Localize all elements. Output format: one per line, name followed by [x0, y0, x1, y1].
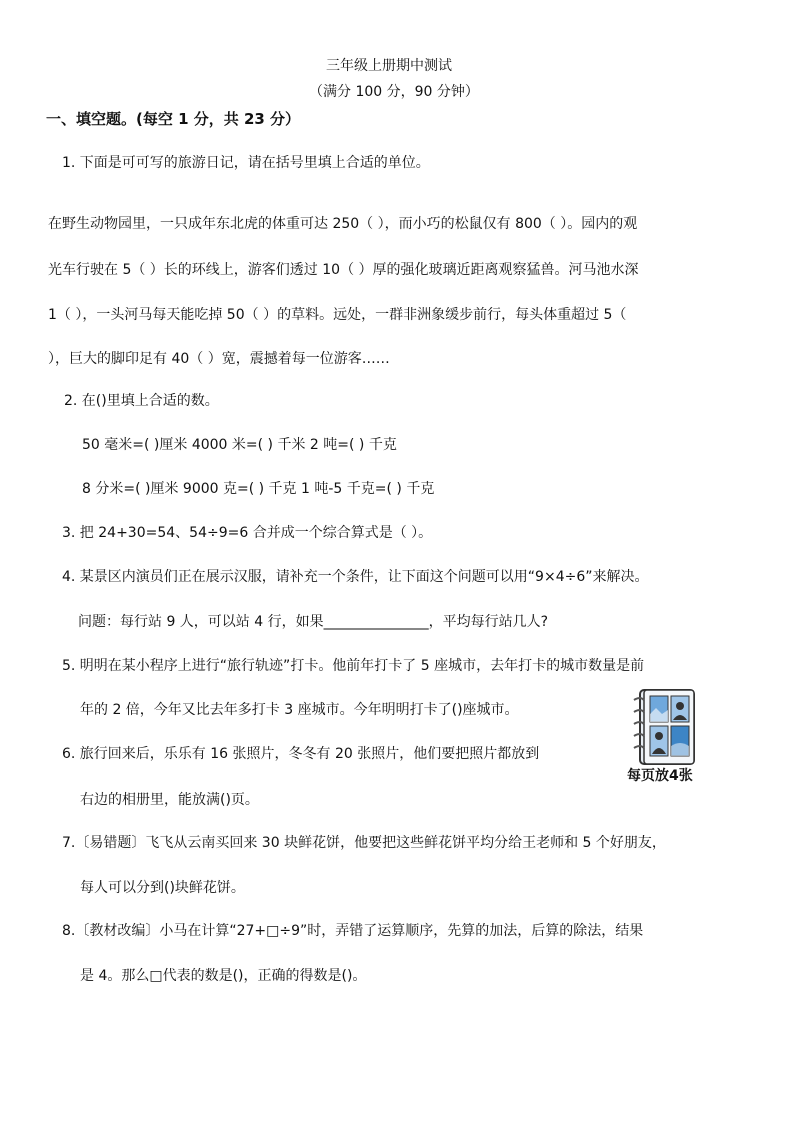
page-subtitle: （满分 100 分，90 分钟）: [309, 84, 479, 100]
q2-line: 8 分米=( )厘米 9000 克=( ) 千克 1 吨-5 千克=( ) 千克: [82, 481, 435, 497]
page-title: 三年级上册期中测试: [326, 58, 452, 74]
section-heading: 一、填空题。(每空 1 分，共 23 分）: [46, 110, 301, 128]
q5-line: 5. 明明在某小程序上进行“旅行轨迹”打卡。他前年打卡了 5 座城市，去年打卡的城市数量是前: [62, 658, 645, 674]
q3-text: 3. 把 24+30=54、54÷9=6 合并成一个综合算式是（ ）。: [62, 525, 433, 541]
q4-prompt: 4. 某景区内演员们正在展示汉服，请补充一个条件，让下面这个问题可以用“9×4÷6”来解决。: [62, 569, 649, 585]
q6-line: 6. 旅行回来后，乐乐有 16 张照片，冬冬有 20 张照片，他们要把照片都放到: [62, 746, 540, 762]
q2-prompt: 2. 在()里填上合适的数。: [64, 393, 219, 409]
q8-line: 是 4。那么□代表的数是()，正确的得数是()。: [80, 968, 367, 984]
q1-line: 在野生动物园里，一只成年东北虎的体重可达 250（ ），而小巧的松鼠仅有 800（ ）。园内的观: [48, 216, 638, 232]
q6-line: 右边的相册里，能放满()页。: [80, 792, 259, 808]
q1-line: ），巨大的脚印足有 40（ ）宽，震撼着每一位游客……: [48, 351, 390, 367]
q4-question: 问题：每行站 9 人，可以站 4 行，如果_______________，平均每行站几人?: [78, 614, 549, 630]
q5-line: 年的 2 倍，今年又比去年多打卡 3 座城市。今年明明打卡了()座城市。: [80, 702, 519, 718]
q7-line: 每人可以分到()块鲜花饼。: [80, 880, 245, 896]
photo-album-icon: [632, 686, 698, 768]
q2-line: 50 毫米=( )厘米 4000 米=( ) 千米 2 吨=( ) 千克: [82, 437, 397, 453]
q1-line: 1（ ），一头河马每天能吃掉 50（ ）的草料。远处，一群非洲象缓步前行，每头体重超过 5（: [48, 307, 627, 323]
q1-line: 光车行驶在 5（ ）长的环线上，游客们透过 10（ ）厚的强化玻璃近距离观察猛兽。河马池水深: [48, 262, 639, 278]
album-caption: 每页放4张: [627, 768, 693, 784]
q7-line: 7.〔易错题〕飞飞从云南买回来 30 块鲜花饼，他要把这些鲜花饼平均分给王老师和 5 个好朋友，: [62, 835, 666, 851]
q1-prompt: 1. 下面是可可写的旅游日记，请在括号里填上合适的单位。: [62, 155, 430, 171]
q8-line: 8.〔教材改编〕小马在计算“27+□÷9”时，弄错了运算顺序，先算的加法，后算的除法，结果: [62, 923, 644, 939]
